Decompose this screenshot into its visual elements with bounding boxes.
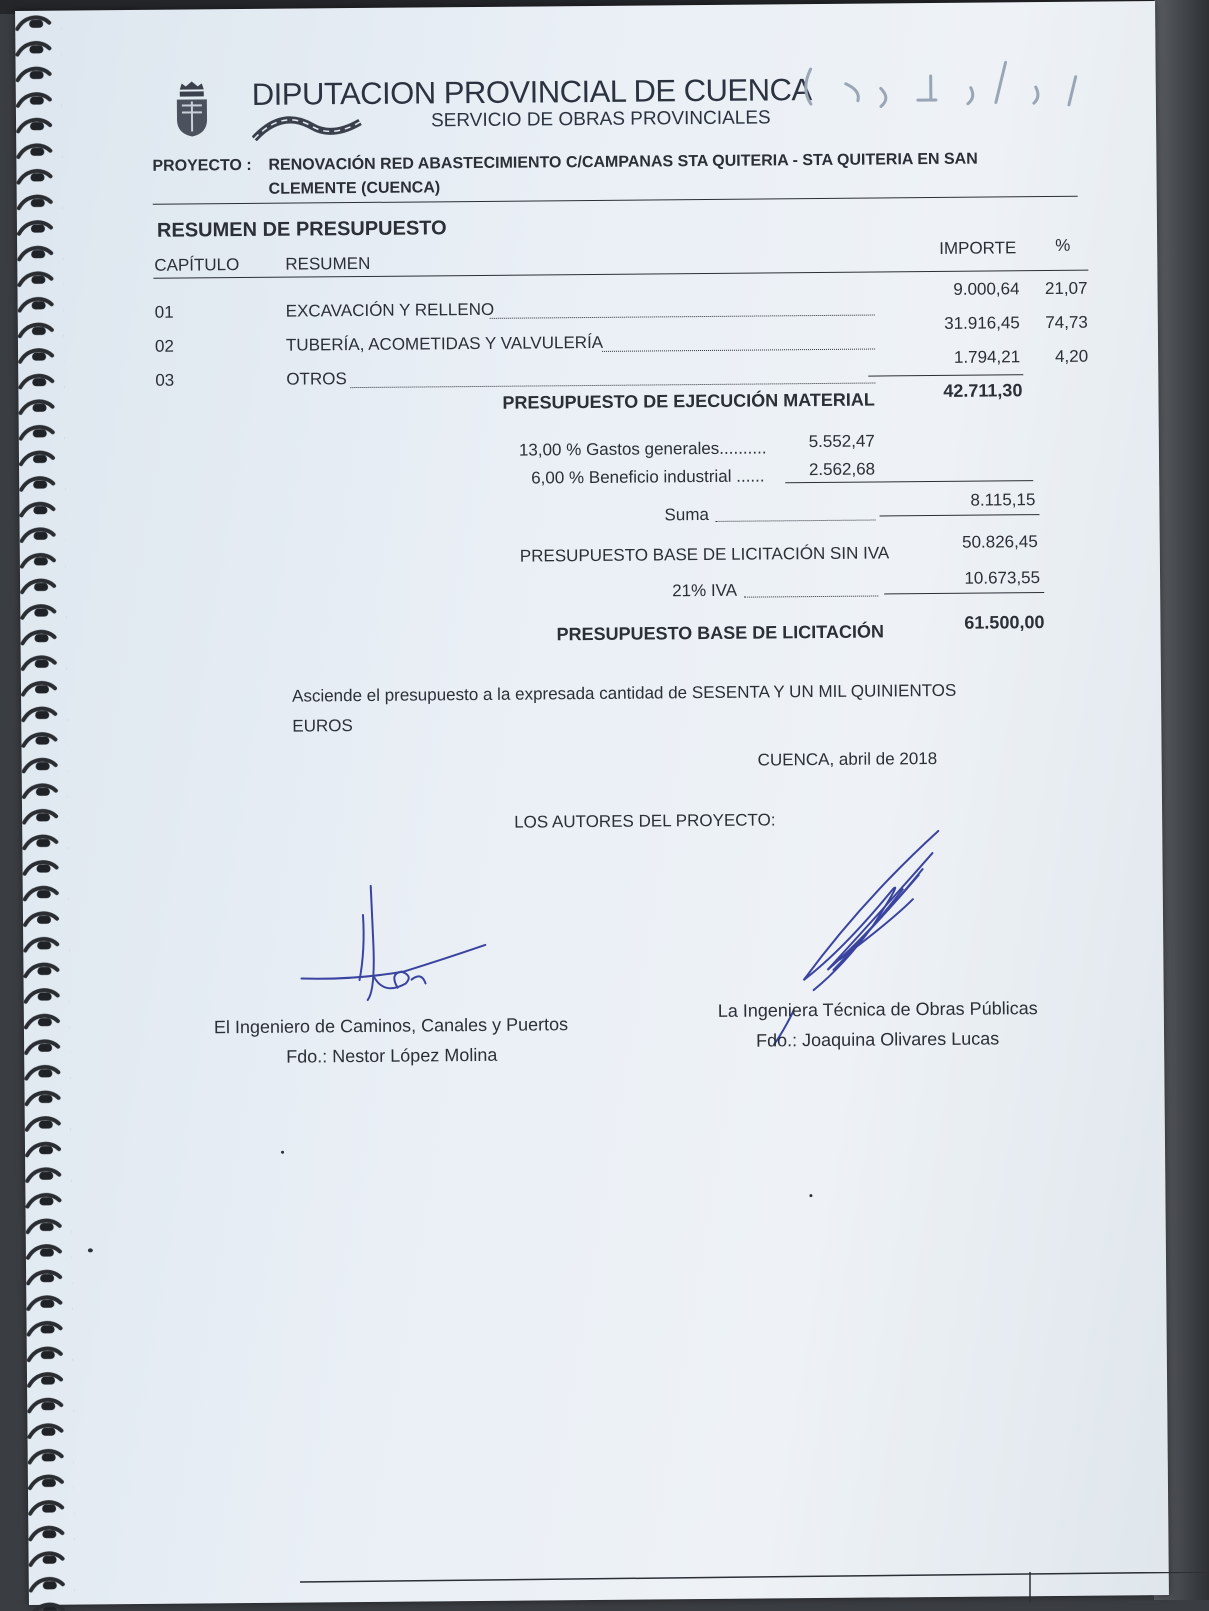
pbl-value: 61.500,00 bbox=[964, 612, 1045, 633]
suma-value: 8.115,15 bbox=[970, 490, 1036, 510]
iva-label: 21% IVA bbox=[672, 580, 738, 601]
suma-leader bbox=[716, 520, 876, 522]
row2-desc: TUBERÍA, ACOMETIDAS Y VALVULERÍA bbox=[285, 332, 604, 355]
pbl-sin-iva-value: 50.826,45 bbox=[962, 532, 1038, 552]
authors-heading: LOS AUTORES DEL PROYECTO: bbox=[514, 810, 776, 832]
col-capitulo: CAPÍTULO bbox=[154, 255, 240, 275]
gg-value: 5.552,47 bbox=[808, 431, 875, 452]
summary-title: RESUMEN DE PRESUPUESTO bbox=[156, 217, 447, 242]
row1-desc: EXCAVACIÓN Y RELLENO bbox=[285, 299, 495, 321]
iva-leader bbox=[744, 595, 878, 597]
footer-table-edge bbox=[300, 1572, 1209, 1602]
statement-line1: Asciende el presupuesto a la expresada cantidad de SESENTA Y UN MIL QUINIENTOS bbox=[291, 680, 957, 706]
ink-speck bbox=[88, 1248, 93, 1252]
project-title-line1: RENOVACIÓN RED ABASTECIMIENTO C/CAMPANAS STA QUITERIA - STA QUITERIA EN SAN bbox=[268, 150, 978, 174]
handwritten-scribble bbox=[786, 57, 1097, 130]
road-logo bbox=[252, 108, 362, 149]
iva-value: 10.673,55 bbox=[964, 568, 1041, 588]
row3-leader bbox=[350, 383, 875, 389]
author2-role: La Ingeniera Técnica de Obras Públicas bbox=[717, 998, 1038, 1021]
org-title: DIPUTACION PROVINCIAL DE CUENCA bbox=[251, 72, 812, 112]
row3-importe: 1.794,21 bbox=[953, 347, 1021, 367]
col-pct: % bbox=[1055, 235, 1071, 255]
col-importe: IMPORTE bbox=[939, 238, 1017, 258]
signature-author1 bbox=[293, 879, 494, 1011]
bi-label: 6,00 % Beneficio industrial ...... bbox=[531, 466, 765, 488]
row2-pct: 74,73 bbox=[1045, 312, 1088, 333]
bi-value: 2.562,68 bbox=[808, 459, 876, 480]
project-title-line2: CLEMENTE (CUENCA) bbox=[268, 179, 441, 198]
pem-label: PRESUPUESTO DE EJECUCIÓN MATERIAL bbox=[502, 389, 875, 413]
project-label: PROYECTO : bbox=[152, 156, 252, 175]
col-resumen: RESUMEN bbox=[285, 253, 371, 274]
author1-role: El Ingeniero de Caminos, Canales y Puertos bbox=[213, 1014, 569, 1038]
place-date: CUENCA, abril de 2018 bbox=[757, 748, 938, 770]
gg-label: 13,00 % Gastos generales.......... bbox=[518, 438, 767, 460]
coat-of-arms-logo bbox=[172, 79, 213, 137]
row1-pct: 21,07 bbox=[1044, 278, 1088, 299]
row2-importe: 31.916,45 bbox=[944, 313, 1020, 333]
document-page bbox=[15, 1, 1169, 1605]
suma-rule bbox=[880, 514, 1040, 516]
pbl-sin-iva-label: PRESUPUESTO BASE DE LICITACIÓN SIN IVA bbox=[519, 543, 890, 566]
suma-label: Suma bbox=[664, 504, 709, 525]
row1-cap: 01 bbox=[154, 302, 174, 322]
statement-line2: EUROS bbox=[292, 716, 353, 736]
pbl-label: PRESUPUESTO BASE DE LICITACIÓN bbox=[556, 621, 884, 645]
pem-value: 42.711,30 bbox=[943, 380, 1023, 401]
row2-cap: 02 bbox=[154, 336, 175, 356]
signature-author2 bbox=[742, 829, 964, 1061]
row2-leader bbox=[602, 349, 875, 352]
author1-name: Fdo.: Nestor López Molina bbox=[286, 1044, 498, 1067]
row1-leader bbox=[490, 315, 875, 319]
org-subtitle: SERVICIO DE OBRAS PROVINCIALES bbox=[430, 107, 771, 132]
row1-importe: 9.000,64 bbox=[953, 279, 1020, 299]
spiral-binding bbox=[15, 11, 75, 1611]
bi-rule bbox=[785, 480, 1033, 483]
ink-speck bbox=[281, 1151, 284, 1154]
row3-desc: OTROS bbox=[286, 369, 347, 389]
author2-name: Fdo.: Joaquina Olivares Lucas bbox=[755, 1028, 1000, 1051]
row3-pct: 4,20 bbox=[1054, 346, 1089, 366]
row3-cap: 03 bbox=[155, 370, 175, 390]
pem-sum-rule bbox=[868, 374, 1023, 376]
iva-rule bbox=[884, 592, 1044, 594]
ink-speck bbox=[809, 1194, 812, 1197]
